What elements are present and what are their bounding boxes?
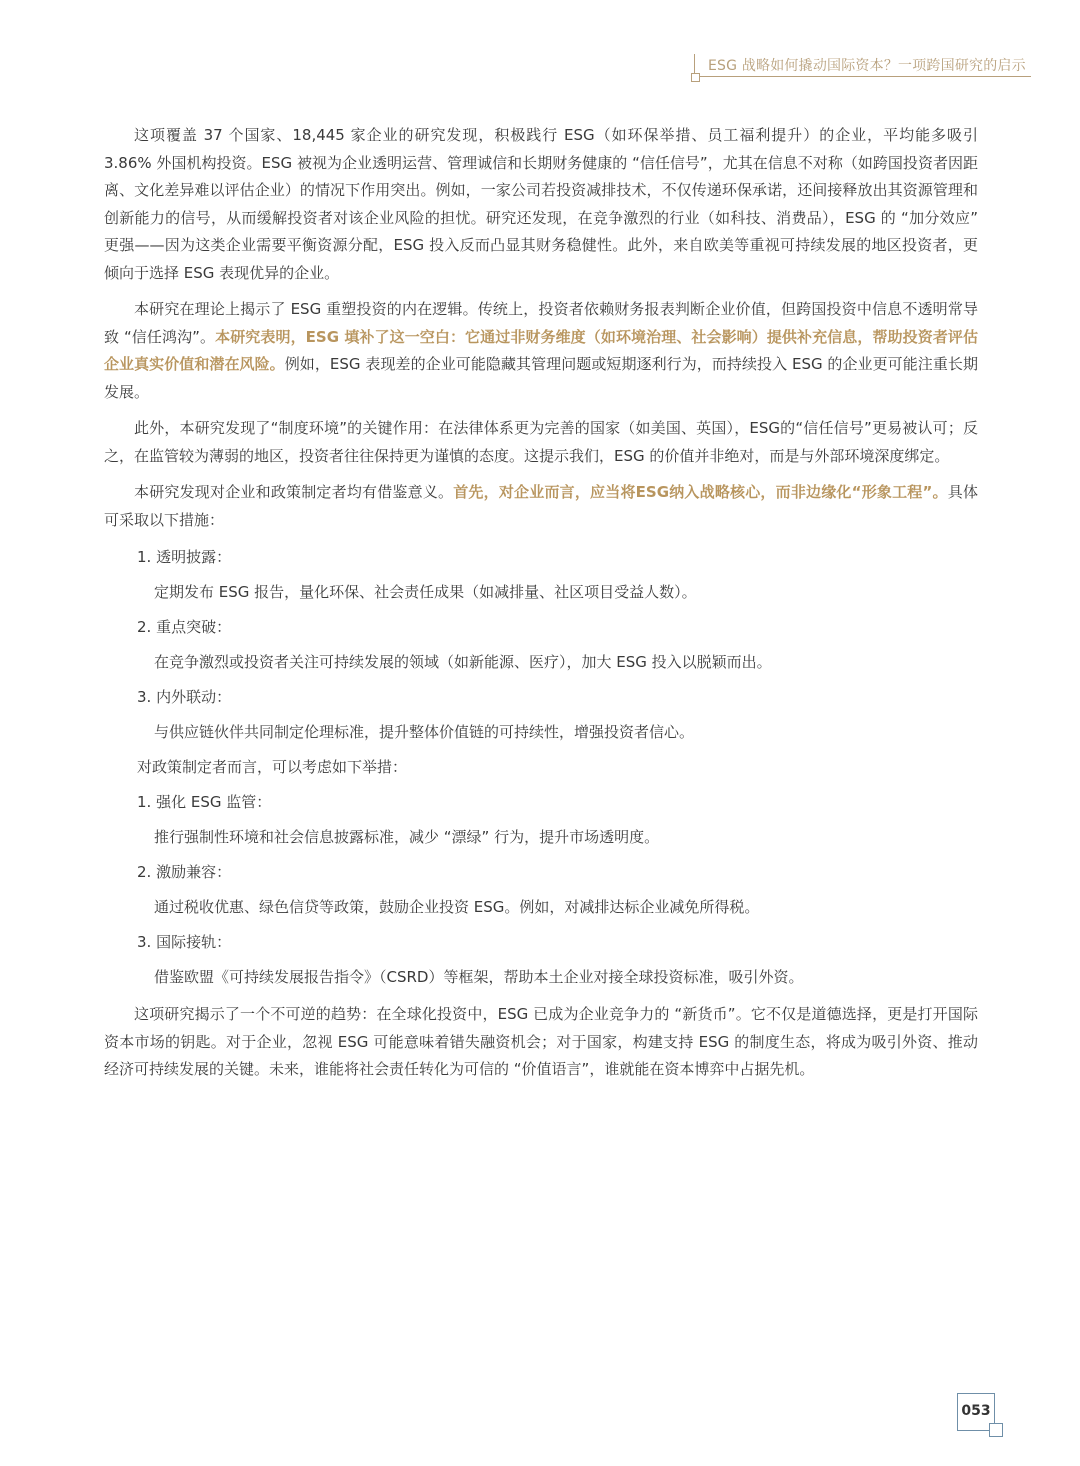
- paragraph-conclusion: 这项研究揭示了一个不可逆的趋势：在全球化投资中，ESG 已成为企业竞争力的 “新货币”。它不仅是道德选择，更是打开国际资本市场的钥匙。对于企业，忽视 ESG 可能意味着错失融资机会；对于国家，构建支持 ESG 的制度生态，将成为吸引外资、推动经济可持续发展的关键。未来，谁能将社会责任转化为可信的 “价值语言”，谁就能在资本博弈中占据先机。: [104, 1005, 978, 1078]
- paragraph-theory-text-a: 本研究在理论上揭示了 ESG 重塑投资的内在逻辑。传统上，投资者依赖财务报表判断企业价值，但跨国投资中信息不透明常导致 “信任鸿沟”。: [104, 300, 978, 346]
- policy-measure-title: 2. 激励兼容：: [137, 863, 232, 881]
- page-number-corner-square: [989, 1423, 1003, 1437]
- policy-measure-body: 推行强制性环境和社会信息披露标准，减少 “漂绿” 行为，提升市场透明度。: [154, 828, 660, 846]
- running-header-title: ESG 战略如何撬动国际资本？一项跨国研究的启示: [708, 58, 1026, 74]
- paragraph-implications-highlight: 首先，对企业而言，应当将ESG纳入战略核心，而非边缘化“形象工程”。: [453, 483, 948, 501]
- company-measure-body: 定期发布 ESG 报告，量化环保、社会责任成果（如减排量、社区项目受益人数）。: [154, 583, 697, 601]
- paragraph-theory: [104, 296, 978, 406]
- page-number-badge: [957, 1393, 1005, 1441]
- policy-measure-title: 3. 国际接轨：: [137, 933, 232, 951]
- paragraph-implications-text-a: 本研究发现对企业和政策制定者均有借鉴意义。: [134, 483, 454, 501]
- company-measure-title: 1. 透明披露：: [137, 548, 232, 566]
- article-body: [104, 122, 978, 1093]
- company-measure-body: 与供应链伙伴共同制定伦理标准，提升整体价值链的可持续性，增强投资者信心。: [154, 723, 695, 741]
- paragraph-implications: [104, 479, 978, 534]
- policy-measure-body: 通过税收优惠、绿色信贷等政策，鼓励企业投资 ESG。例如，对减排达标企业减免所得税。: [154, 898, 760, 916]
- header-corner-square: [691, 73, 700, 82]
- company-measure-title: 3. 内外联动：: [137, 688, 232, 706]
- page-number: 053: [961, 1403, 991, 1419]
- policy-intro: 对政策制定者而言，可以考虑如下举措：: [137, 758, 408, 776]
- policy-measure-body: 借鉴欧盟《可持续发展报告指令》（CSRD）等框架，帮助本土企业对接全球投资标准，吸引外资。: [154, 968, 804, 986]
- running-header: [694, 52, 1032, 86]
- paragraph-theory-highlight: 本研究表明，ESG 填补了这一空白：它通过非财务维度（如环境治理、社会影响）提供补充信息，帮助投资者评估企业真实价值和潜在风险。: [104, 327, 979, 373]
- company-measure-title: 2. 重点突破：: [137, 618, 232, 636]
- paragraph-findings: 这项覆盖 37 个国家、18,445 家企业的研究发现，积极践行 ESG（如环保举措、员工福利提升）的企业，平均能多吸引 3.86% 外国机构投资。ESG 被视为企业透明运营、管理诚信和长期财务健康的 “信任信号”，尤其在信息不对称（如跨国投资者因距离、文化差异难以评估企业）的情况下作用突出。例如，一家公司若投资减排技术，不仅传递环保承诺，还间接释放出其资源管理和创新能力的信号，从而缓解投资者对该企业风险的担忧。研究还发现，在竞争激烈的行业（如科技、消费品），ESG 的 “加分效应” 更强——因为这类企业需要平衡资源分配，ESG 投入反而凸显其财务稳健性。此外，来自欧美等重视可持续发展的地区投资者，更倾向于选择 ESG 表现优异的企业。: [104, 126, 978, 282]
- policy-measures-list: [104, 790, 978, 989]
- paragraph-institutions: 此外，本研究发现了“制度环境”的关键作用：在法律体系更为完善的国家（如美国、英国），ESG的“信任信号”更易被认可；反之，在监管较为薄弱的地区，投资者往往保持更为谨慎的态度。这提示我们，ESG 的价值并非绝对，而是与外部环境深度绑定。: [104, 419, 978, 465]
- company-measure-body: 在竞争激烈或投资者关注可持续发展的领域（如新能源、医疗），加大 ESG 投入以脱颖而出。: [154, 653, 772, 671]
- paragraph-theory-text-b: 例如，ESG 表现差的企业可能隐藏其管理问题或短期逐利行为，而持续投入 ESG 的企业更可能注重长期发展。: [104, 355, 978, 401]
- header-horizontal-rule: [694, 76, 1031, 77]
- company-measures-list: [104, 545, 978, 744]
- paragraph-implications-text-b: 具体可采取以下措施：: [104, 483, 978, 529]
- policy-measure-title: 1. 强化 ESG 监管：: [137, 793, 272, 811]
